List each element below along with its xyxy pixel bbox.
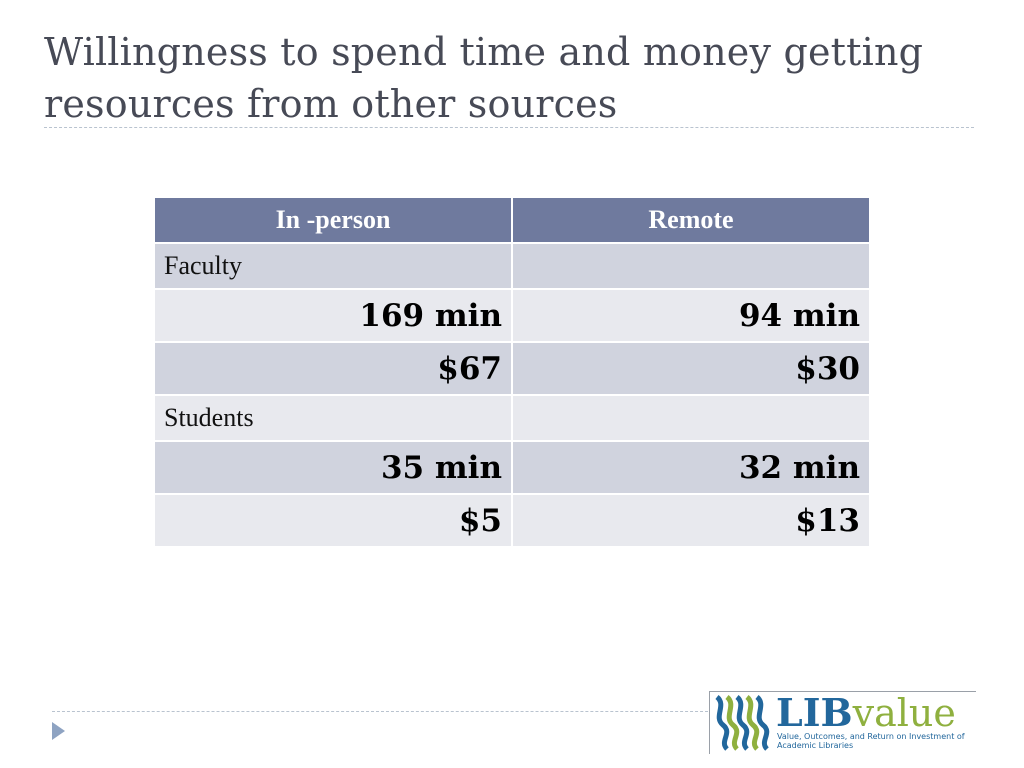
title-divider bbox=[44, 127, 974, 128]
column-header-remote: Remote bbox=[512, 197, 870, 243]
table-row-students-money bbox=[154, 494, 870, 547]
table-row-students-label bbox=[154, 395, 870, 441]
group-label-faculty: Faculty bbox=[154, 243, 512, 289]
table-row-faculty-money bbox=[154, 342, 870, 395]
libvalue-wave-logo-icon bbox=[713, 695, 771, 751]
logo-word-lib: LIB bbox=[776, 691, 853, 735]
triangle-right-icon bbox=[52, 722, 65, 740]
logo-word-value: value bbox=[852, 691, 956, 735]
table-row-faculty-time bbox=[154, 289, 870, 342]
table-header-row bbox=[154, 197, 870, 243]
slide-title: Willingness to spend time and money getting resources from other sources bbox=[44, 30, 924, 126]
faculty-in-person-money: $67 bbox=[154, 342, 512, 395]
faculty-remote-money: $30 bbox=[512, 342, 870, 395]
table-row-students-time bbox=[154, 441, 870, 494]
students-remote-time: 32 min bbox=[512, 441, 870, 494]
empty-cell bbox=[512, 243, 870, 289]
empty-cell bbox=[512, 395, 870, 441]
students-in-person-time: 35 min bbox=[154, 441, 512, 494]
libvalue-logo bbox=[709, 691, 976, 754]
logo-tagline: Value, Outcomes, and Return on Investment of Academic Libraries bbox=[777, 732, 965, 750]
table-row-faculty-label bbox=[154, 243, 870, 289]
faculty-remote-time: 94 min bbox=[512, 289, 870, 342]
group-label-students: Students bbox=[154, 395, 512, 441]
students-remote-money: $13 bbox=[512, 494, 870, 547]
footer-divider bbox=[52, 711, 708, 712]
faculty-in-person-time: 169 min bbox=[154, 289, 512, 342]
comparison-table bbox=[153, 196, 871, 548]
column-header-in-person: In -person bbox=[154, 197, 512, 243]
students-in-person-money: $5 bbox=[154, 494, 512, 547]
